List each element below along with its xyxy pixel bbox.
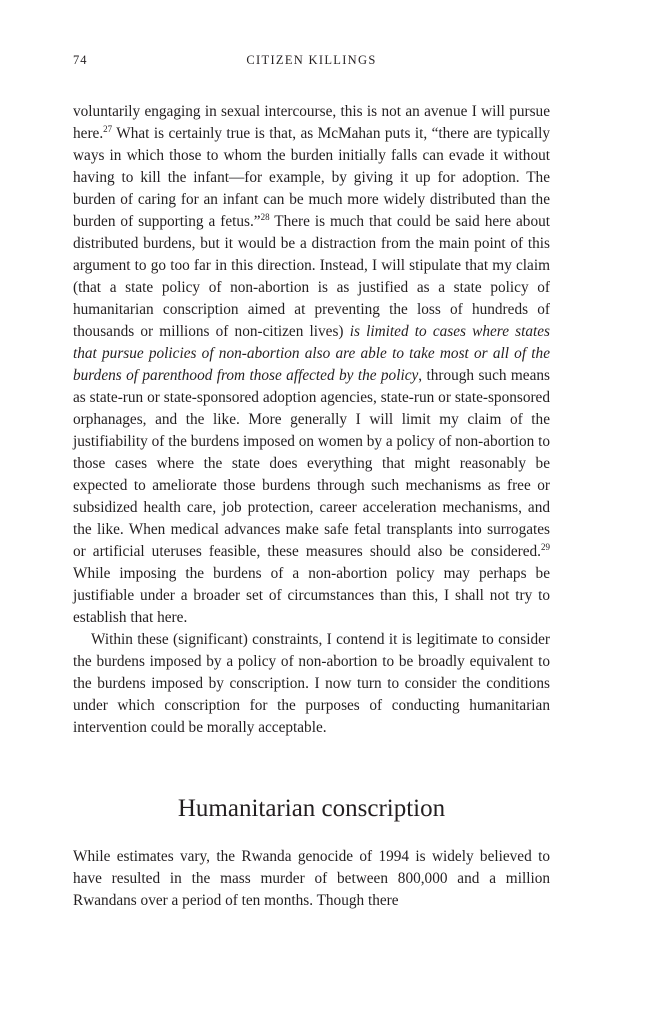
running-head bbox=[73, 53, 550, 69]
section-heading: Humanitarian conscription bbox=[177, 795, 446, 822]
paragraph-continued bbox=[73, 101, 550, 629]
text-run: voluntarily engaging in sexual intercourse, this is not an avenue I will pursue here. bbox=[73, 103, 550, 142]
page-number: 74 bbox=[73, 53, 88, 67]
footnote-ref-29[interactable]: 29 bbox=[541, 542, 550, 552]
text-run: There is much that could be said here about distributed burdens, but it would be a distraction from the main point of this argument to go too far in this direction. Instead, I will stipulate that my claim (that a state policy of non-abortion is as justified as a state policy of humanitarian conscription aimed at preventing the loss of hundreds of thousands or millions of non-citizen lives) bbox=[73, 213, 550, 340]
running-title: CITIZEN KILLINGS bbox=[246, 53, 377, 67]
footnote-ref-27[interactable]: 27 bbox=[103, 124, 113, 134]
section-body bbox=[73, 846, 550, 912]
footnote-ref-28[interactable]: 28 bbox=[260, 212, 270, 222]
text-run: While imposing the burdens of a non-abortion policy may perhaps be justifiable under a broader set of circumstances than this, I shall not try to establish that here. bbox=[73, 565, 550, 626]
paragraph: While estimates vary, the Rwanda genocide of 1994 is widely believed to have resulted in the mass murder of between 800,000 and a million Rwandans over a period of ten months. Though there bbox=[73, 848, 550, 909]
body-text bbox=[73, 101, 550, 739]
text-run: What is certainly true is that, as McMahan puts it, “there are typically ways in which those to whom the burden initially falls can evade it without having to kill the infant—for example, by giving it up for adoption. The burden of caring for an infant can be much more widely distributed than the burden of supporting a fetus.” bbox=[73, 125, 550, 230]
paragraph: Within these (significant) constraints, I contend it is legitimate to consider the burdens imposed by a policy of non-abortion to be broadly equivalent to the burdens imposed by conscription. I now turn to consider the conditions under which conscription for the purposes of conducting humanitarian intervention could be morally acceptable. bbox=[73, 631, 550, 736]
text-run: , through such means as state-run or state-sponsored adoption agencies, state-run or state-sponsored orphanages, and the like. More generally I will limit my claim of the justifiability of the burdens imposed on women by a policy of non-abortion to those cases where the state does everything that might reasonably be expected to ameliorate those burdens through such mechanisms as free or subsidized health care, job protection, career acceleration mechanisms, and the like. When medical advances make safe fetal transplants into surrogates or artificial uteruses feasible, these measures should also be considered. bbox=[73, 367, 550, 560]
italic-emphasis: is limited to cases where states that pursue policies of non-abortion also are able to take most or all of the burdens of parenthood from those affected by the policy bbox=[73, 323, 551, 384]
